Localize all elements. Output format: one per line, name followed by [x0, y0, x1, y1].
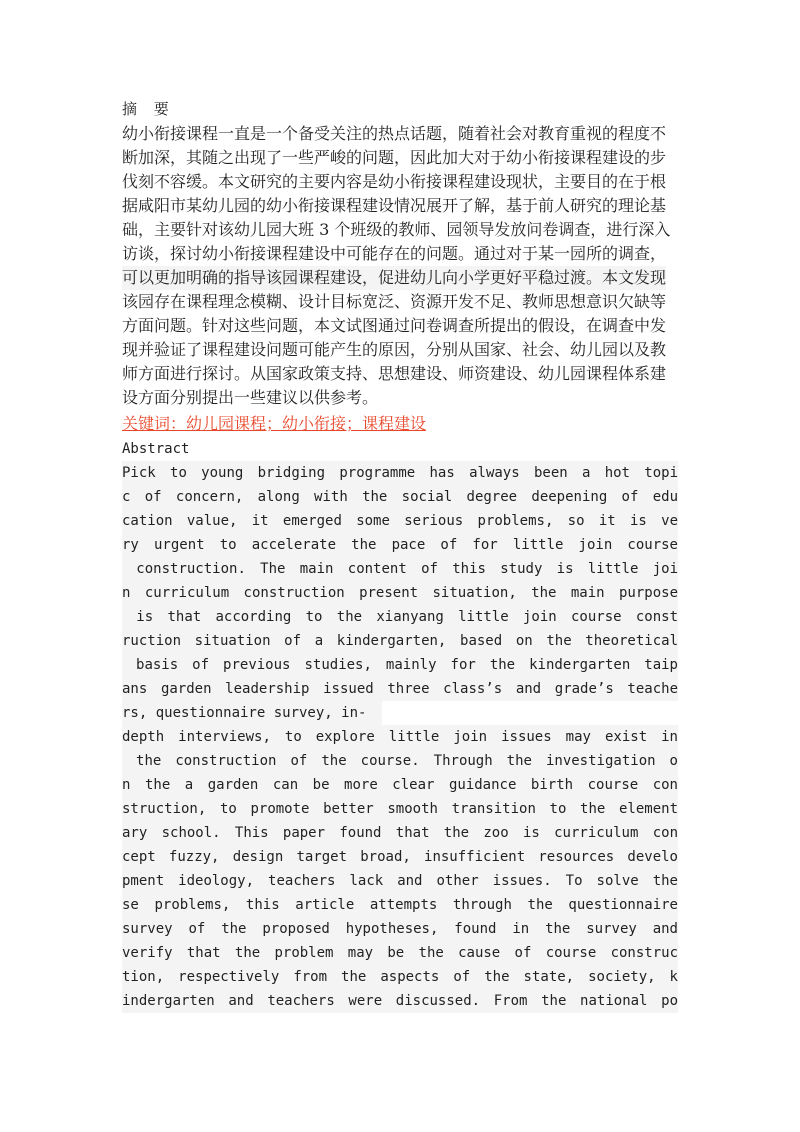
abstract-en-line: indergarten and teachers were discussed. From the national po — [122, 989, 678, 1013]
abstract-en-line: pment ideology, teachers lack and other issues. To solve the — [122, 869, 678, 893]
abstract-cn-line: 础，主要针对该幼儿园大班 3 个班级的教师、园领导发放问卷调查，进行深入 — [122, 220, 671, 239]
abstract-cn-line: 伐刻不容缓。本文研究的主要内容是幼小衔接课程建设现状，主要目的在于根 — [122, 172, 667, 191]
abstract-cn-line: 可以更加明确的指导该园课程建设，促进幼儿向小学更好平稳过渡。本文发现 — [122, 266, 666, 290]
abstract-cn-line: 方面问题。针对这些问题，本文试图通过问卷调查所提出的假设，在调查中发 — [122, 316, 667, 335]
abstract-en-line: basis of previous studies, mainly for the kindergarten taip — [122, 653, 678, 677]
abstract-en-line: the construction of the course. Through the investigation o — [122, 749, 678, 773]
abstract-heading-cn: 摘 要 — [122, 100, 175, 118]
abstract-cn-line: 访谈，探讨幼小衔接课程建设中可能存在的问题。通过对于某一园所的调查， — [122, 244, 667, 263]
abstract-en-line: ary school. This paper found that the zoo is curriculum con — [122, 821, 678, 845]
abstract-en-line: tion, respectively from the aspects of the state, society, k — [122, 965, 678, 989]
keywords-line: 关键词：幼儿园课程；幼小衔接；课程建设 — [122, 414, 427, 433]
abstract-cn-line: 据咸阳市某幼儿园的幼小衔接课程建设情况展开了解，基于前人研究的理论基 — [122, 196, 667, 215]
abstract-en-line: Pick to young bridging programme has always been a hot topi — [122, 461, 678, 485]
abstract-en-line: rs, questionnaire survey, in- — [122, 701, 382, 725]
abstract-cn-line: 断加深，其随之出现了一些严峻的问题，因此加大对于幼小衔接课程建设的步 — [122, 148, 667, 167]
abstract-en-line: construction. The main content of this study is little joi — [122, 557, 678, 581]
abstract-heading-en: Abstract — [122, 441, 190, 457]
abstract-en-line: n curriculum construction present situation, the main purpose — [122, 581, 678, 605]
abstract-en-line: verify that the problem may be the cause of course construc — [122, 941, 678, 965]
abstract-en-line: cation value, it emerged some serious problems, so it is ve — [122, 509, 678, 533]
abstract-cn-line: 师方面进行探讨。从国家政策支持、思想建设、师资建设、幼儿园课程体系建 — [122, 364, 667, 383]
abstract-cn-line: 设方面分别提出一些建议以供参考。 — [122, 388, 379, 407]
abstract-en-line: ans garden leadership issued three class’s and grade’s teache — [122, 677, 678, 701]
abstract-en-line: c of concern, along with the social degree deepening of edu — [122, 485, 678, 509]
abstract-cn-line: 该园存在课程理念模糊、设计目标宽泛、资源开发不足、教师思想意识欠缺等 — [122, 292, 667, 311]
abstract-en-line: se problems, this article attempts through the questionnaire — [122, 893, 678, 917]
abstract-en-line: survey of the proposed hypotheses, found in the survey and — [122, 917, 678, 941]
abstract-en-line: ry urgent to accelerate the pace of for little join course — [122, 533, 678, 557]
abstract-en-line: struction, to promote better smooth transition to the element — [122, 797, 678, 821]
abstract-en-line: depth interviews, to explore little join issues may exist in — [122, 725, 678, 749]
abstract-en-line: cept fuzzy, design target broad, insufficient resources develo — [122, 845, 678, 869]
abstract-cn-line: 幼小衔接课程一直是一个备受关注的热点话题，随着社会对教育重视的程度不 — [122, 124, 667, 143]
abstract-en-line: ruction situation of a kindergarten, based on the theoretical — [122, 629, 678, 653]
abstract-en-line: n the a garden can be more clear guidance birth course con — [122, 773, 678, 797]
abstract-cn-line: 现并验证了课程建设问题可能产生的原因，分别从国家、社会、幼儿园以及教 — [122, 340, 667, 359]
abstract-en-line: is that according to the xianyang little join course const — [122, 605, 678, 629]
